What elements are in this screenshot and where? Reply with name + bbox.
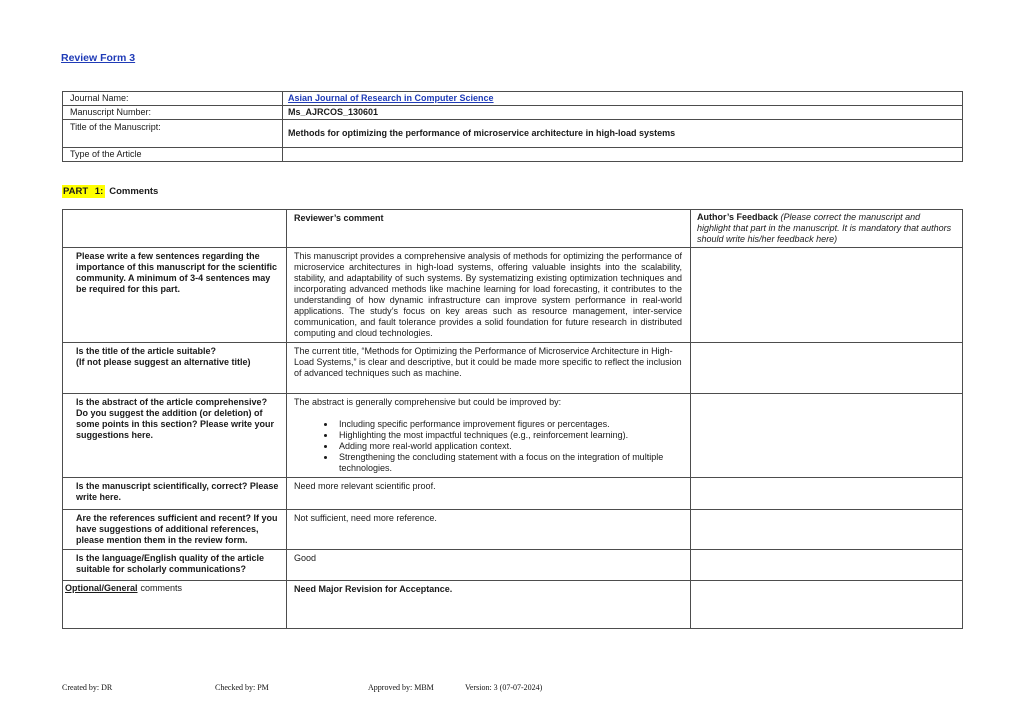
comment-scientific: Need more relevant scientific proof. [287,478,691,510]
comment-abstract-intro: The abstract is generally comprehensive but could be improved by: [294,397,562,407]
row-importance [63,248,963,343]
article-type-label: Type of the Article [63,148,283,162]
author-feedback-header [691,210,963,248]
question-header-cell [63,210,287,248]
feedback-importance [691,248,963,343]
manuscript-number-row [63,106,963,120]
comment-references: Not sufficient, need more reference. [287,510,691,550]
optional-general-underlined: Optional/General [65,583,138,593]
abstract-bullet-2: • Highlighting the most impactful techniques (e.g., reinforcement learning). [336,430,682,441]
comment-optional-general: Need Major Revision for Acceptance. [287,581,691,629]
comment-abstract [287,394,691,478]
feedback-language [691,550,963,581]
footer-checked-by: Checked by: PM [215,683,269,692]
question-importance: Please write a few sentences regarding the importance of this manuscript for the scientific community. A minimum of 3-4 sentences may be required for this part. [63,248,287,343]
manuscript-title-value: Methods for optimizing the performance of microservice architecture in high-load systems [283,120,963,148]
question-abstract: Is the abstract of the article comprehensive? Do you suggest the addition (or deletion) of some points in this section? Please write your suggestions here. [63,394,287,478]
feedback-optional-general [691,581,963,629]
row-title-suitability [63,343,963,394]
abstract-bullet-4: • Strengthening the concluding statement with a focus on the integration of multiple technologies. [336,452,682,474]
abstract-bullet-3: • Adding more real-world application context. [336,441,682,452]
journal-link[interactable]: Asian Journal of Research in Computer Science [288,93,494,103]
author-feedback-header-bold: Author’s Feedback [697,212,779,222]
article-type-row [63,148,963,162]
manuscript-title-row [63,120,963,148]
question-title-line2: (If not please suggest an alternative title) [76,357,251,367]
manuscript-number-label: Manuscript Number: [63,106,283,120]
feedback-scientific [691,478,963,510]
author-feedback-header-note: (Please correct the manuscript and highlight that part in the manuscript. It is mandatory that authors should write his/her feedback here) [697,212,952,244]
footer-created-by: Created by: DR [62,683,113,692]
feedback-abstract [691,394,963,478]
manuscript-title-label: Title of the Manuscript: [63,120,283,148]
comment-abstract-bullets [294,419,682,474]
question-title-suitability [63,343,287,394]
question-language: Is the language/English quality of the article suitable for scholarly communications? [63,550,287,581]
article-type-value [283,148,963,162]
question-optional-general [63,581,287,629]
manuscript-meta-table [62,91,963,162]
part1-heading [62,186,158,197]
review-comments-table [62,209,963,629]
abstract-bullet-1: • Including specific performance improvement figures or percentages. [336,419,682,430]
row-references [63,510,963,550]
journal-name-row [63,92,963,106]
row-optional-general [63,581,963,629]
question-title-line1: Is the title of the article suitable? [76,346,217,356]
journal-name-label: Journal Name: [63,92,283,106]
feedback-title-suitability [691,343,963,394]
footer-approved-by: Approved by: MBM [368,683,434,692]
question-scientific: Is the manuscript scientifically, correct? Please write here. [63,478,287,510]
row-language-quality [63,550,963,581]
part1-highlight: PART 1: [63,186,104,197]
review-table-header-row [63,210,963,248]
reviewer-comment-header-text: Reviewer’s comment [294,213,384,223]
footer-version: Version: 3 (07-07-2024) [465,683,543,692]
question-references: Are the references sufficient and recent? If you have suggestions of additional references, please mention them in the review form. [63,510,287,550]
comment-importance: This manuscript provides a comprehensive analysis of methods for optimizing the performance of microservice architectures in high-load systems, offering valuable insights into the scalability, stability, and adaptability of such systems. By systematizing existing optimization techniques and incorporating advanced methods like machine learning for load forecasting, it contributes to the understanding of how dynamic infrastructure can improve system performance in real-world applications. The study’s focus on key areas such as resource management, inter-service communication, and fault tolerance provides a solid foundation for future research in distributed computing and cloud technologies. [287,248,691,343]
comment-language: Good [287,550,691,581]
optional-general-rest: comments [140,583,183,593]
comment-title-suitability: The current title, “Methods for Optimizing the Performance of Microservice Architecture in High-Load Systems,” is clear and descriptive, but it could be made more specific to reflect the inclusion of advanced techniques such as machine. [287,343,691,394]
part1-label: Comments [109,186,159,197]
row-scientific-correctness [63,478,963,510]
feedback-references [691,510,963,550]
row-abstract [63,394,963,478]
page-title: Review Form 3 [61,52,136,64]
reviewer-comment-header [287,210,691,248]
manuscript-number-value: Ms_AJRCOS_130601 [283,106,963,120]
